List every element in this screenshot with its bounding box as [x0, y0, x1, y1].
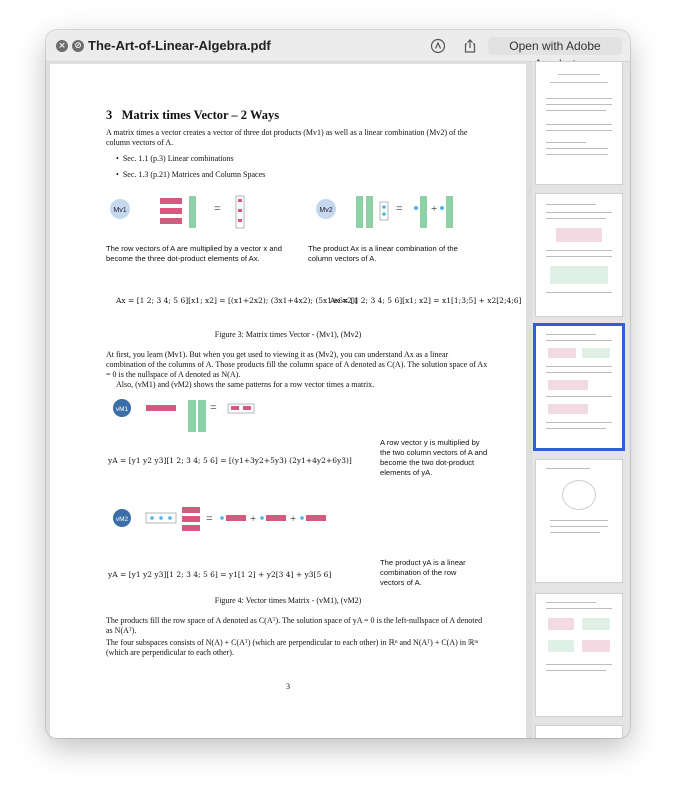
markup-icon[interactable]	[430, 38, 446, 54]
fig3-equation-2: Ax = [1 2; 3 4; 5 6][x1; x2] = x1[1;3;5] + x2[2;4;6]	[330, 296, 522, 305]
svg-text:+: +	[431, 203, 438, 215]
pdf-preview-window	[46, 30, 630, 738]
svg-text:+: +	[290, 513, 297, 525]
section-heading	[106, 108, 279, 123]
figure-4-vm1-diagram	[110, 396, 310, 438]
block-icon[interactable]: ⊘	[72, 40, 84, 52]
close-icon[interactable]: ×	[56, 40, 68, 52]
mv1-badge-text: Mv1	[113, 207, 127, 214]
paragraph-3: The products fill the row space of A denoted as C(Aᵀ). The solution space of yA = 0 is the left-nullspace of A denoted as N(Aᵀ).	[106, 616, 483, 635]
svg-text:vM2: vM2	[115, 516, 129, 523]
thumbnail-page-4[interactable]	[536, 460, 622, 582]
section-number: 3	[106, 108, 113, 122]
fig4-equation-1: yA = [y1 y2 y3][1 2; 3 4; 5 6] = [(y1+3y2+5y3) (2y1+4y2+6y3)]	[108, 456, 352, 465]
window-title: The-Art-of-Linear-Algebra.pdf	[88, 38, 271, 53]
paragraph-2: Also, (vM1) and (vM2) shows the same patterns for a row vector times a matrix.	[116, 380, 375, 389]
title-bar	[46, 30, 630, 62]
svg-text:=: =	[206, 511, 213, 525]
open-with-acrobat-button[interactable]: Open with Adobe	[488, 37, 622, 55]
thumbnail-page-2[interactable]	[536, 194, 622, 316]
svg-text:=: =	[214, 201, 221, 215]
svg-text:+: +	[250, 513, 257, 525]
fig3-caption-mv2: The product Ax is a linear combination of the column vectors of A.	[308, 244, 458, 263]
bullet-2: • Sec. 1.3 (p.21) Matrices and Column Spaces	[116, 170, 266, 179]
svg-text:Mv2: Mv2	[319, 207, 333, 214]
document-area[interactable]	[46, 62, 630, 738]
bullet-1-text: Sec. 1.1 (p.3) Linear combinations	[122, 154, 234, 163]
thumbnail-page-3-selected[interactable]	[536, 326, 622, 448]
paragraph-1: At first, you learn (Mv1). But when you get used to viewing it as (Mv2), you can understand Ax as a linear combination of the columns of A. Those products fill the column space of A denoted as C(A). The solution space of Ax = 0 is the nullspace of A denoted as N(A).	[106, 350, 488, 379]
svg-text:=: =	[210, 400, 217, 414]
fig4-equation-2: yA = [y1 y2 y3][1 2; 3 4; 5 6] = y1[1 2] + y2[3 4] + y3[5 6]	[108, 570, 332, 579]
thumbnail-page-5[interactable]	[536, 594, 622, 716]
figure-4-vm2-diagram	[110, 504, 350, 548]
bullet-2-text: Sec. 1.3 (p.21) Matrices and Column Spaces	[122, 170, 266, 179]
fig4-caption-vm1: A row vector y is multiplied by the two column vectors of A and become the two dot-product elements of yA.	[380, 438, 488, 477]
section-title: Matrix times Vector – 2 Ways	[121, 108, 280, 122]
bullet-1: • Sec. 1.1 (p.3) Linear combinations	[116, 154, 234, 163]
svg-text:=: =	[396, 201, 403, 215]
intro-paragraph: A matrix times a vector creates a vector of three dot products (Mv1) as well as a linear combination (Mv2) of the column vectors of A.	[106, 128, 468, 147]
page-number: 3	[286, 682, 290, 691]
share-icon[interactable]	[462, 38, 478, 54]
fig3-equation-1: Ax = [1 2; 3 4; 5 6][x1; x2] = [(x1+2x2); (3x1+4x2); (5x1+6x2)]	[116, 296, 358, 305]
thumbnail-sidebar[interactable]	[532, 62, 630, 738]
figure-4-label: Figure 4: Vector times Matrix - (vM1), (vM2)	[214, 596, 362, 605]
fig3-caption-mv1: The row vectors of A are multiplied by a vector x and become the three dot-product elements of Ax.	[106, 244, 283, 263]
thumbnail-page-6[interactable]	[536, 726, 622, 738]
thumbnail-page-1[interactable]	[536, 62, 622, 184]
paragraph-4: The four subspaces consists of N(A) + C(Aᵀ) (which are perpendicular to each other) in ℝⁿ and N(Aᵀ) + C(A) in ℝᵐ (which are perpendicular to each other).	[106, 638, 479, 657]
fig4-caption-vm2: The product yA is a linear combination of the row vectors of A.	[380, 558, 466, 587]
svg-text:vM1: vM1	[115, 406, 129, 413]
pdf-page	[50, 64, 526, 738]
figure-3-diagram	[104, 192, 484, 238]
figure-3-label: Figure 3: Matrix times Vector - (Mv1), (Mv2)	[214, 330, 362, 339]
